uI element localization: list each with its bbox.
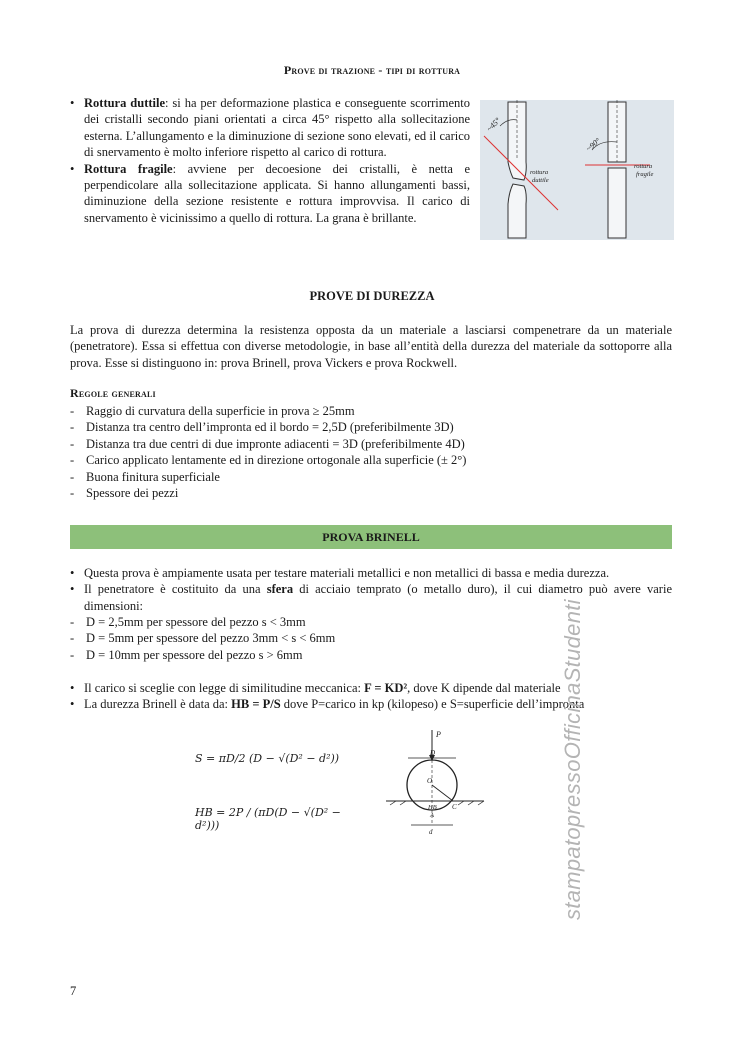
surface-formula — [195, 752, 365, 765]
bullet2-pre: Il penetratore è costituito da una — [84, 582, 267, 597]
angle-90-label: ~90° — [584, 136, 603, 154]
bullet3-pre: Il carico si sceglie con legge di similitudine meccanica: — [84, 681, 365, 695]
bullet2-bold: sfera — [266, 582, 294, 597]
watermark: stampatopressoOfficinaStudenti — [560, 599, 585, 920]
section-heading-durezza: PROVE DI DUREZZA — [309, 289, 435, 303]
hardness-intro-paragraph: La prova di durezza determina la resistenza opposta da un materiale a lasciarsi compenetrare da un materiale (penetratore). Essa si effettua con diverse metodologie, in base all’entità della durezza del materiale da sottoporre alla prova. Esse si distinguono in: prova Brinell, prova Vickers e prova Rockwell. — [70, 323, 672, 370]
diagram-label-d-small: d — [429, 828, 433, 836]
list-item — [70, 161, 470, 227]
ductile-term: Rottura duttile — [84, 96, 166, 110]
fragile-term: Rottura fragile — [84, 161, 173, 176]
list-item: - Buona finitura superficiale — [70, 469, 672, 485]
fragile-label-2: fragile — [636, 171, 654, 178]
diagram-label-a: A — [430, 812, 434, 819]
list-item: • Questa prova è ampiamente usata per testare materiali metallici e non metallici di bassa e media durezza. — [70, 565, 672, 581]
list-item — [70, 95, 470, 161]
angle-45-label: ~45° — [484, 115, 503, 134]
ductile-text: : si ha per deformazione plastica e conseguente scorrimento dei cristalli secondo piani orientati a circa 45° rispetto alla sollecitazione esterna. L’allungamento e la diminuzione di sezione sono elevati, ed il carico di snervamento è molto inferiore rispetto al carico di rottura. — [84, 96, 470, 160]
rules-list — [70, 403, 672, 501]
brinell-diagram — [380, 725, 490, 840]
section-heading-trazione: Prove di trazione - tipi di rottura — [283, 63, 461, 77]
diagram-label-c: C — [452, 803, 457, 811]
list-item: - D = 2,5mm per spessore del pezzo s < 3mm — [70, 614, 672, 630]
ductile-label-1: rottura — [530, 169, 549, 176]
diagram-label-d-big: D — [430, 749, 436, 757]
hardness-formula — [195, 806, 365, 832]
surface-formula-text: S = πD/2 (D − √(D² − d²)) — [195, 752, 340, 765]
diagram-label-o: O — [427, 777, 433, 785]
bullet3-post: , dove K dipende dal materiale — [407, 681, 561, 695]
diagram-label-hb: HB — [428, 804, 437, 811]
ductile-label-2: duttile — [532, 177, 549, 184]
bullet2-post: di acciaio temprato (o metallo duro), il cui diametro può avere varie dimensioni: — [84, 582, 672, 613]
list-item: - Carico applicato lentamente ed in direzione ortogonale alla superficie (± 2°) — [70, 452, 672, 468]
fracture-types-figure — [480, 100, 674, 240]
bullet4-post: dove P=carico in kp (kilopeso) e S=superficie dell’impronta — [280, 697, 585, 712]
bullet3-bold: F = KD² — [364, 681, 408, 695]
brinell-band-title: PROVA BRINELL — [322, 530, 420, 544]
fragile-text: : avviene per decoesione dei cristalli, è netta e perpendicolare alla sollecitazione applicata. Si hanno allungamenti bassi, diminuzione della sezione resistente e rottura improvvisa. Il carico di snervamento è vicinissimo a quello di rottura. La grana è brillante. — [84, 161, 470, 225]
list-item: - Distanza tra due centri di due impronte adiacenti = 3D (preferibilmente 4D) — [70, 436, 672, 452]
hardness-formula-text: HB = 2P / (πD(D − √(D² − d²))) — [195, 806, 341, 832]
bullet4-pre: La durezza Brinell è data da: — [84, 697, 232, 712]
bullet4-bold: HB = P/S — [231, 697, 281, 712]
fragile-label-1: rottura — [634, 163, 653, 170]
list-item: - Distanza tra centro dell’impronta ed il bordo = 2,5D (preferibilmente 3D) — [70, 419, 672, 435]
diagram-label-p: P — [436, 730, 441, 739]
page-number: 7 — [70, 984, 77, 998]
list-item: - Spessore dei pezzi — [70, 485, 672, 501]
rules-heading: Regole generali — [70, 386, 156, 400]
list-item: - D = 5mm per spessore del pezzo 3mm < s < 6mm — [70, 630, 672, 646]
list-item: - D = 10mm per spessore del pezzo s > 6mm — [70, 647, 672, 663]
fracture-types-list — [70, 95, 470, 226]
list-item: - Raggio di curvatura della superficie in prova ≥ 25mm — [70, 403, 672, 419]
